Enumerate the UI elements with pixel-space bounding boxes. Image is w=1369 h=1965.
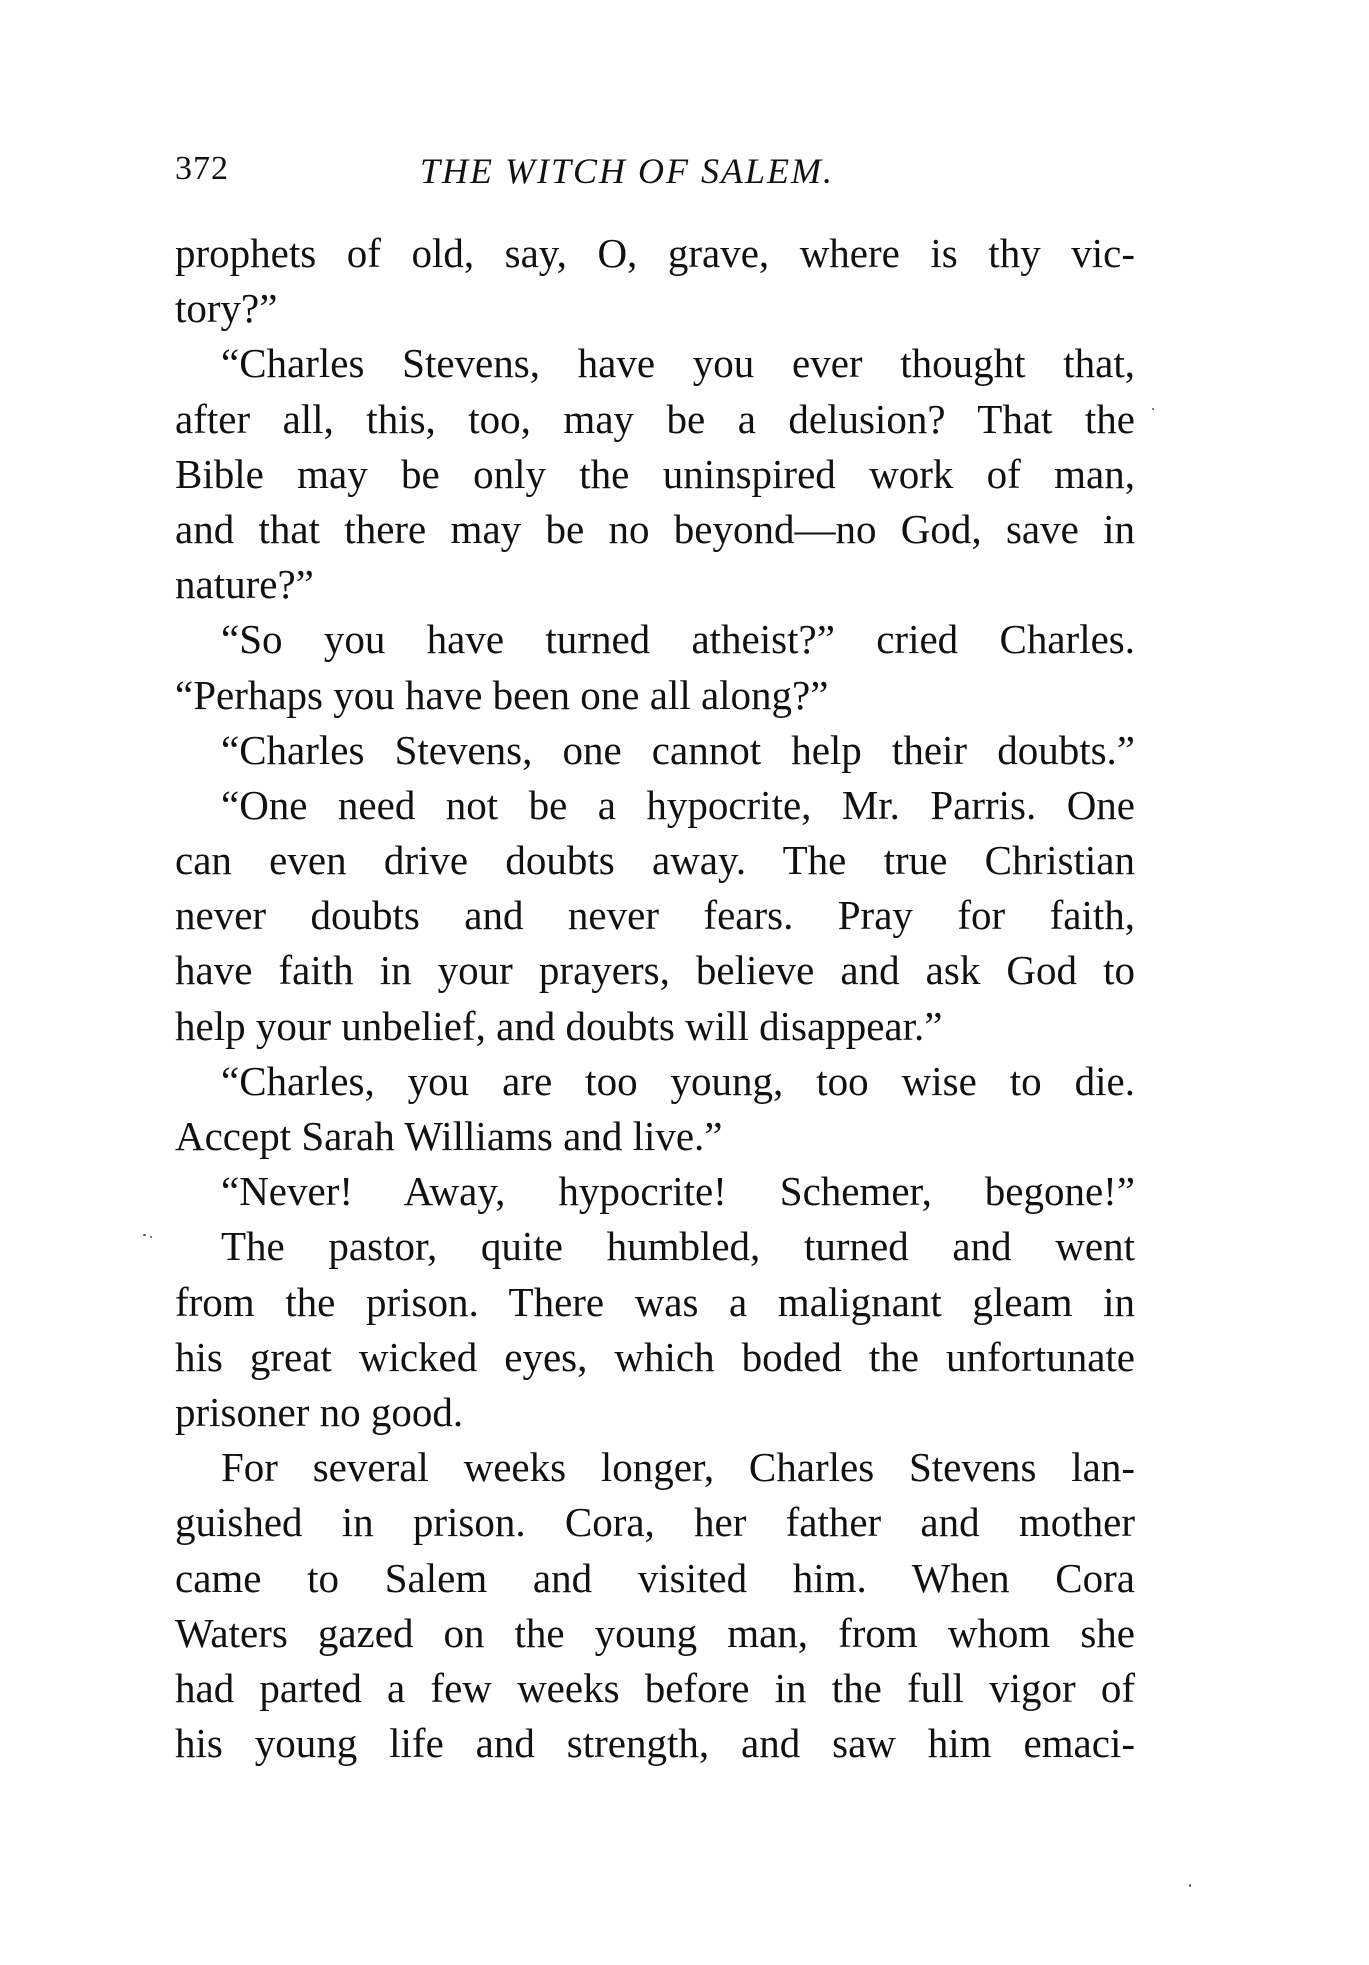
- text-line: came to Salem and visited him. When Cora: [175, 1554, 1135, 1601]
- text-line: his great wicked eyes, which boded the unfortunate: [175, 1333, 1135, 1380]
- text-line: prophets of old, say, O, grave, where is thy vic-: [175, 230, 1135, 276]
- text-line: The pastor, quite humbled, turned and went: [221, 1223, 1135, 1270]
- paper-speck: [1152, 408, 1154, 410]
- text-line: from the prison. There was a malignant gleam in: [175, 1278, 1135, 1325]
- text-line: prisoner no good.: [175, 1388, 464, 1435]
- text-line: For several weeks longer, Charles Stevens lan-: [221, 1444, 1135, 1491]
- page-header: [175, 150, 1135, 200]
- text-line: after all, this, too, may be a delusion? That the: [175, 395, 1135, 442]
- text-line: and that there may be no beyond—no God, save in: [175, 505, 1135, 552]
- text-line: Accept Sarah Williams and live.”: [175, 1113, 723, 1159]
- running-title: THE WITCH OF SALEM.: [420, 151, 834, 191]
- paper-speck: [150, 1236, 152, 1238]
- paper-speck: [143, 1234, 146, 1236]
- text-line: “So you have turned atheist?” cried Charles.: [221, 616, 1135, 663]
- paper-speck: [1189, 1884, 1191, 1887]
- text-line: nature?”: [175, 561, 314, 608]
- text-line: “Charles Stevens, have you ever thought that,: [221, 340, 1135, 387]
- text-line: “Never! Away, hypocrite! Schemer, begone!”: [221, 1168, 1135, 1215]
- text-line: “Charles Stevens, one cannot help their doubts.”: [221, 726, 1135, 773]
- text-line: never doubts and never fears. Pray for faith,: [175, 892, 1135, 939]
- text-line: guished in prison. Cora, her father and mother: [175, 1499, 1135, 1546]
- body-text: [175, 226, 1135, 1771]
- text-line: “Perhaps you have been one all along?”: [175, 671, 829, 718]
- text-line: “One need not be a hypocrite, Mr. Parris. One: [221, 781, 1135, 828]
- text-line: have faith in your prayers, believe and ask God to: [175, 947, 1135, 994]
- page-number: 372: [175, 150, 229, 187]
- text-line: tory?”: [175, 285, 278, 332]
- text-line: “Charles, you are too young, too wise to die.: [221, 1057, 1135, 1104]
- text-line: his young life and strength, and saw him emaci-: [175, 1720, 1135, 1767]
- text-line: Waters gazed on the young man, from whom she: [175, 1609, 1135, 1656]
- text-line: can even drive doubts away. The true Christian: [175, 837, 1135, 884]
- text-line: Bible may be only the uninspired work of man,: [175, 450, 1135, 497]
- text-line: help your unbelief, and doubts will disappear.”: [175, 1002, 943, 1049]
- text-line: had parted a few weeks before in the full vigor of: [175, 1664, 1135, 1711]
